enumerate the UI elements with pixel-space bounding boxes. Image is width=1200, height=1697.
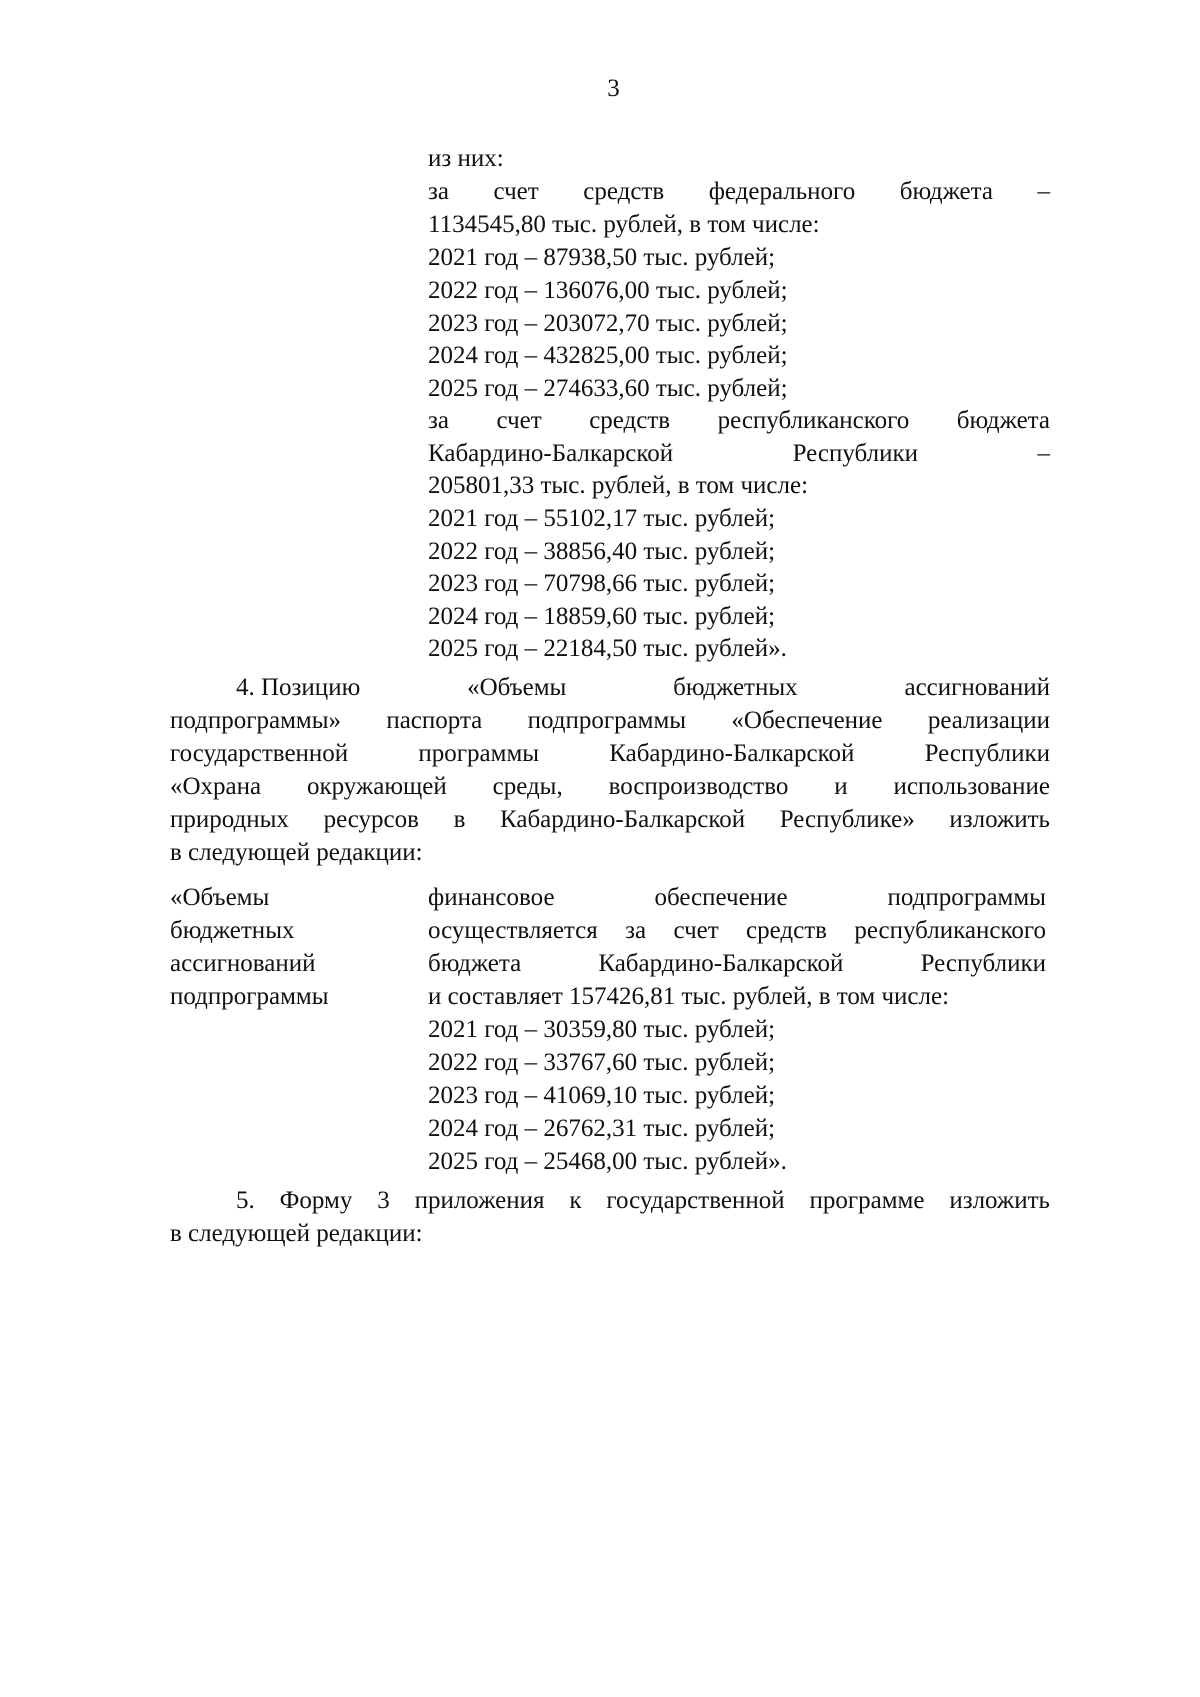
word: «Охрана [170, 773, 262, 800]
word: государственной [170, 740, 349, 767]
word: бюджета [956, 407, 1050, 434]
word: 3 [377, 1187, 390, 1214]
word: использование [893, 773, 1050, 800]
item-5-line: в следующей редакции: [170, 1220, 423, 1247]
word: государственной [606, 1187, 785, 1214]
word: средств [583, 178, 665, 205]
word: «Объемы [467, 674, 567, 701]
item-5-line [236, 1186, 1050, 1216]
word: Республики [792, 440, 918, 467]
word: Кабардино-Балкарской [598, 950, 844, 977]
word: Кабардино-Балкарской [428, 440, 674, 467]
word: Республики [920, 950, 1046, 977]
word: федерального [708, 178, 856, 205]
passport-label-line: бюджетных [170, 917, 295, 944]
word: паспорта [386, 707, 483, 734]
item-4-line [170, 772, 1050, 802]
word: за [625, 917, 647, 944]
word: за [428, 407, 449, 434]
word: программы [418, 740, 540, 767]
federal-heading-line [428, 177, 1050, 207]
word: подпрограммы» [170, 707, 342, 734]
item-4-line [170, 805, 1050, 835]
republic-year-item: 2024 год – 18859,60 тыс. рублей; [428, 603, 776, 630]
passport-value-line [428, 883, 1046, 913]
word: подпрограммы [527, 707, 687, 734]
word: счет [493, 178, 539, 205]
word: окружающей [306, 773, 447, 800]
word: бюджета [899, 178, 993, 205]
word: приложения [414, 1187, 545, 1214]
republic-year-item: 2025 год – 22184,50 тыс. рублей». [428, 635, 787, 662]
word: реализации [927, 707, 1050, 734]
word: за [428, 178, 449, 205]
word: Кабардино-Балкарской [609, 740, 855, 767]
word: средств [746, 917, 827, 944]
word: финансовое [428, 884, 555, 911]
word: Республике» [779, 806, 915, 833]
passport-label-line: ассигнований [170, 950, 316, 977]
word: природных [170, 806, 289, 833]
passport-value-line [428, 949, 1046, 979]
passport-value-line: и составляет 157426,81 тыс. рублей, в том числе: [428, 983, 950, 1010]
item-4-line: в следующей редакции: [170, 839, 423, 866]
word: Форму [279, 1187, 353, 1214]
federal-year-item: 2022 год – 136076,00 тыс. рублей; [428, 277, 788, 304]
word: республиканского [854, 917, 1046, 944]
republic-heading-line-2 [428, 439, 1050, 469]
word: ассигнований [904, 674, 1050, 701]
word: «Обеспечение [731, 707, 883, 734]
word: – [1037, 178, 1050, 205]
word: счет [673, 917, 719, 944]
word: республиканского [717, 407, 910, 434]
word: программе [809, 1187, 925, 1214]
word: среды, [492, 773, 563, 800]
page-number: 3 [607, 75, 620, 102]
item-4-line [236, 673, 1050, 703]
word: изложить [949, 806, 1050, 833]
passport-value-line [428, 916, 1046, 946]
item-4-line [170, 706, 1050, 736]
upper-intro: из них: [428, 145, 504, 172]
word: 4. Позицию [236, 674, 361, 701]
passport-label-line: подпрограммы [170, 983, 329, 1010]
word: средств [589, 407, 671, 434]
federal-year-item: 2025 год – 274633,60 тыс. рублей; [428, 375, 788, 402]
word: к [569, 1187, 582, 1214]
passport-year-item: 2023 год – 41069,10 тыс. рублей; [428, 1082, 776, 1109]
word: в [453, 806, 466, 833]
republic-year-item: 2022 год – 38856,40 тыс. рублей; [428, 538, 776, 565]
word: ресурсов [323, 806, 419, 833]
word: воспроизводство [608, 773, 789, 800]
item-4-line [170, 739, 1050, 769]
word: бюджетных [673, 674, 798, 701]
word: бюджета [428, 950, 522, 977]
passport-year-item: 2024 год – 26762,31 тыс. рублей; [428, 1115, 776, 1142]
federal-total: 1134545,80 тыс. рублей, в том числе: [428, 211, 820, 238]
passport-year-item: 2021 год – 30359,80 тыс. рублей; [428, 1016, 776, 1043]
word: изложить [949, 1187, 1050, 1214]
federal-year-item: 2024 год – 432825,00 тыс. рублей; [428, 342, 788, 369]
word: осуществляется [428, 917, 598, 944]
republic-heading-line-1 [428, 406, 1050, 436]
passport-year-item: 2022 год – 33767,60 тыс. рублей; [428, 1049, 776, 1076]
word: обеспечение [654, 884, 788, 911]
word: Республики [924, 740, 1050, 767]
word: счет [496, 407, 542, 434]
passport-label-line: «Объемы [170, 884, 270, 911]
word: 5. [236, 1187, 255, 1214]
republic-year-item: 2023 год – 70798,66 тыс. рублей; [428, 570, 776, 597]
republic-total: 205801,33 тыс. рублей, в том числе: [428, 472, 809, 499]
republic-year-item: 2021 год – 55102,17 тыс. рублей; [428, 505, 776, 532]
word: – [1037, 440, 1050, 467]
word: и [834, 773, 848, 800]
word: подпрограммы [887, 884, 1046, 911]
word: Кабардино-Балкарской [500, 806, 746, 833]
federal-year-item: 2021 год – 87938,50 тыс. рублей; [428, 244, 776, 271]
federal-year-item: 2023 год – 203072,70 тыс. рублей; [428, 310, 788, 337]
passport-year-item: 2025 год – 25468,00 тыс. рублей». [428, 1148, 787, 1175]
